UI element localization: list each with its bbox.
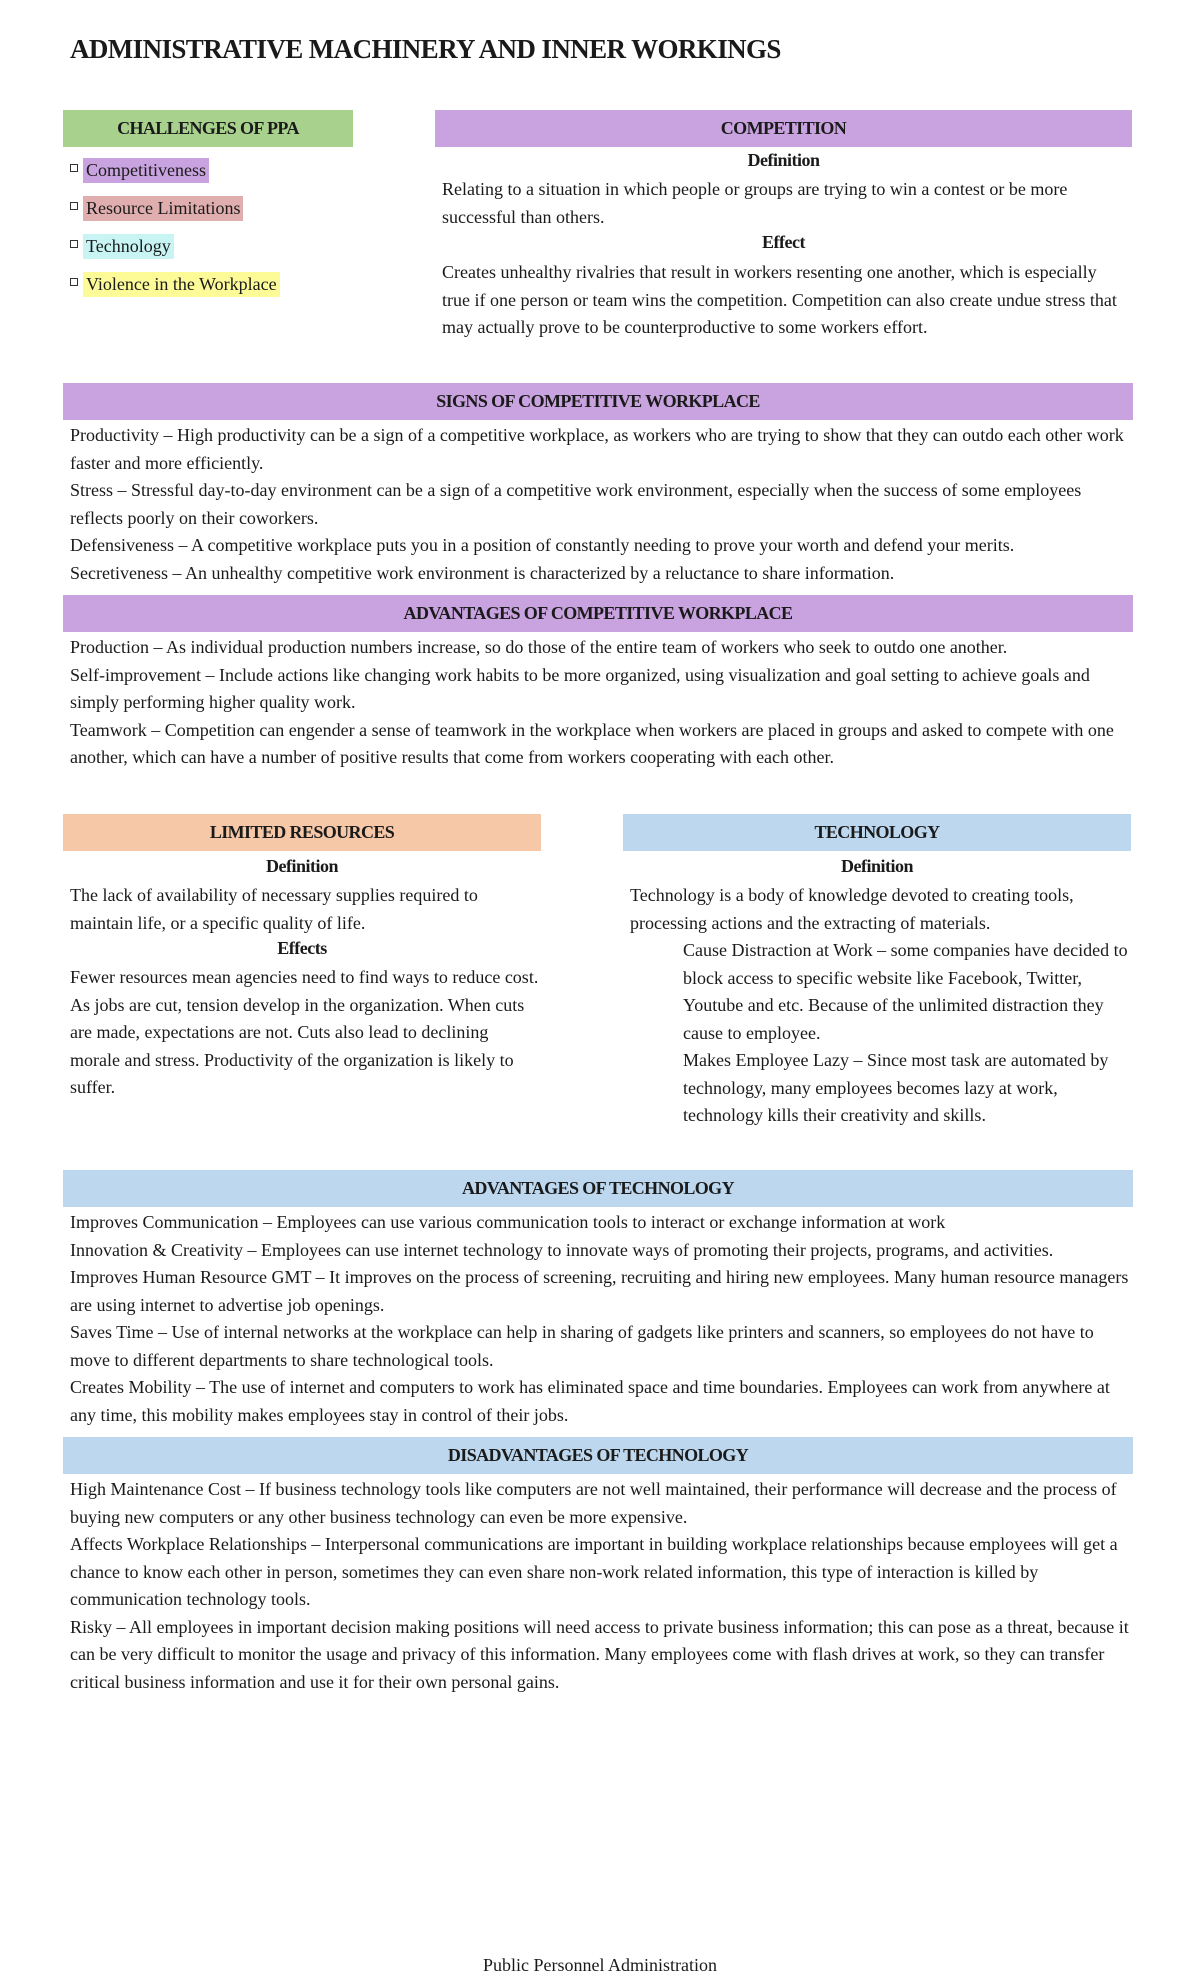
list-item: Affects Workplace Relationships – Interpersonal communications are important in building workplace relationships because employees will get a chance to know each other in person, sometimes they can even share non-work related information, this type of interaction is killed by communication technology tools. [70, 1534, 1118, 1609]
limited-resources-definition-label: Definition [265, 856, 338, 876]
list-item: Innovation & Creativity – Employees can use internet technology to innovate ways of promoting their projects, programs, and activities. [70, 1239, 1054, 1260]
list-item: Creates Mobility – The use of internet and computers to work has eliminated space and time boundaries. Employees can work from anywhere at any time, this mobility makes employees stay in control of their jobs. [70, 1377, 1110, 1425]
disadvantages-technology-list [70, 1476, 1130, 1696]
disadvantages-technology-header: DISADVANTAGES OF TECHNOLOGY [63, 1437, 1133, 1474]
competition-effect-label: Effect [762, 232, 805, 252]
list-item: Teamwork – Competition can engender a sense of teamwork in the workplace when workers are placed in groups and asked to compete with one another, which can have a number of positive results that come from workers cooperating with each other. [70, 719, 1114, 767]
list-item: Makes Employee Lazy – Since most task are automated by technology, many employees becomes lazy at work, technology kills their creativity and skills. [683, 1050, 1109, 1125]
competition-header: COMPETITION [435, 110, 1132, 147]
list-item [70, 272, 280, 310]
advantages-competitive-list [70, 634, 1130, 772]
list-item: Secretiveness – An unhealthy competitive work environment is characterized by a reluctance to share information. [70, 562, 895, 583]
technology-header: TECHNOLOGY [623, 814, 1131, 851]
list-item: Self-improvement – Include actions like changing work habits to be more organized, using visualization and goal setting to achieve goals and simply performing higher quality work. [70, 664, 1090, 712]
signs-list [70, 422, 1130, 587]
list-item [70, 196, 280, 234]
bullet-square-icon [70, 202, 78, 210]
challenges-list [70, 158, 280, 310]
technology-definition-label: Definition [840, 856, 913, 876]
bullet-square-icon [70, 278, 78, 286]
page-footer: Public Personnel Administration [483, 1955, 717, 1975]
list-item: High Maintenance Cost – If business technology tools like computers are not well maintained, their performance will decrease and the process of buying new computers or any other business technology can even be more expensive. [70, 1479, 1117, 1527]
challenge-item: Competitiveness [83, 158, 209, 183]
competition-definition: Relating to a situation in which people or groups are trying to win a contest or be more successful than others. [442, 179, 1068, 227]
list-item: Stress – Stressful day-to-day environment can be a sign of a competitive work environment, especially when the success of some employees reflects poorly on their coworkers. [70, 480, 1082, 528]
challenge-item: Violence in the Workplace [83, 272, 280, 297]
advantages-technology-header: ADVANTAGES OF TECHNOLOGY [63, 1170, 1133, 1207]
technology-list [683, 937, 1129, 1130]
list-item: Risky – All employees in important decision making positions will need access to private business information; this can pose as a threat, because it can be very difficult to monitor the usage and privacy of this information. Many employees come with flash drives at work, so they can transfer critical business information and use it for their own personal gains. [70, 1616, 1129, 1692]
challenge-item: Resource Limitations [83, 196, 243, 221]
limited-resources-definition: The lack of availability of necessary supplies required to maintain life, or a specific quality of life. [70, 885, 478, 933]
limited-resources-header: LIMITED RESOURCES [63, 814, 541, 851]
list-item: Cause Distraction at Work – some companies have decided to block access to specific website like Facebook, Twitter, Youtube and etc. Because of the unlimited distraction they cause to employee. [683, 940, 1128, 1043]
advantages-technology-list [70, 1209, 1130, 1429]
signs-header: SIGNS OF COMPETITIVE WORKPLACE [63, 383, 1133, 420]
list-item: Improves Communication – Employees can use various communication tools to interact or exchange information at work [70, 1212, 946, 1232]
list-item: Improves Human Resource GMT – It improves on the process of screening, recruiting and hiring new employees. Many human resource managers are using internet to advertise job openings. [70, 1267, 1129, 1315]
technology-definition: Technology is a body of knowledge devoted to creating tools, processing actions and the extracting of materials. [630, 885, 1074, 933]
limited-resources-effects: Fewer resources mean agencies need to find ways to reduce cost. As jobs are cut, tension develop in the organization. When cuts are made, expectations are not. Cuts also lead to declining morale and stress. Productivity of the organization is likely to suffer. [70, 967, 539, 1097]
challenge-item: Technology [83, 234, 174, 259]
limited-resources-effects-label: Effects [277, 938, 327, 958]
advantages-competitive-header: ADVANTAGES OF COMPETITIVE WORKPLACE [63, 595, 1133, 632]
competition-effect: Creates unhealthy rivalries that result in workers resenting one another, which is especially true if one person or team wins the competition. Competition can also create undue stress that may actually prove to be counterproductive to some workers effort. [442, 262, 1117, 337]
list-item [70, 158, 280, 196]
bullet-square-icon [70, 164, 78, 172]
competition-definition-label: Definition [747, 150, 820, 170]
list-item: Defensiveness – A competitive workplace puts you in a position of constantly needing to prove your worth and defend your merits. [70, 535, 1015, 555]
page-title: ADMINISTRATIVE MACHINERY AND INNER WORKINGS [70, 34, 781, 64]
bullet-square-icon [70, 240, 78, 248]
list-item: Saves Time – Use of internal networks at the workplace can help in sharing of gadgets like printers and scanners, so employees do not have to move to different departments to share technological tools. [70, 1322, 1094, 1370]
challenges-header: CHALLENGES OF PPA [63, 110, 353, 147]
list-item: Production – As individual production numbers increase, so do those of the entire team of workers who seek to outdo one another. [70, 637, 1008, 657]
list-item: Productivity – High productivity can be a sign of a competitive workplace, as workers who are trying to show that they can outdo each other work faster and more efficiently. [70, 425, 1124, 473]
list-item [70, 234, 280, 272]
